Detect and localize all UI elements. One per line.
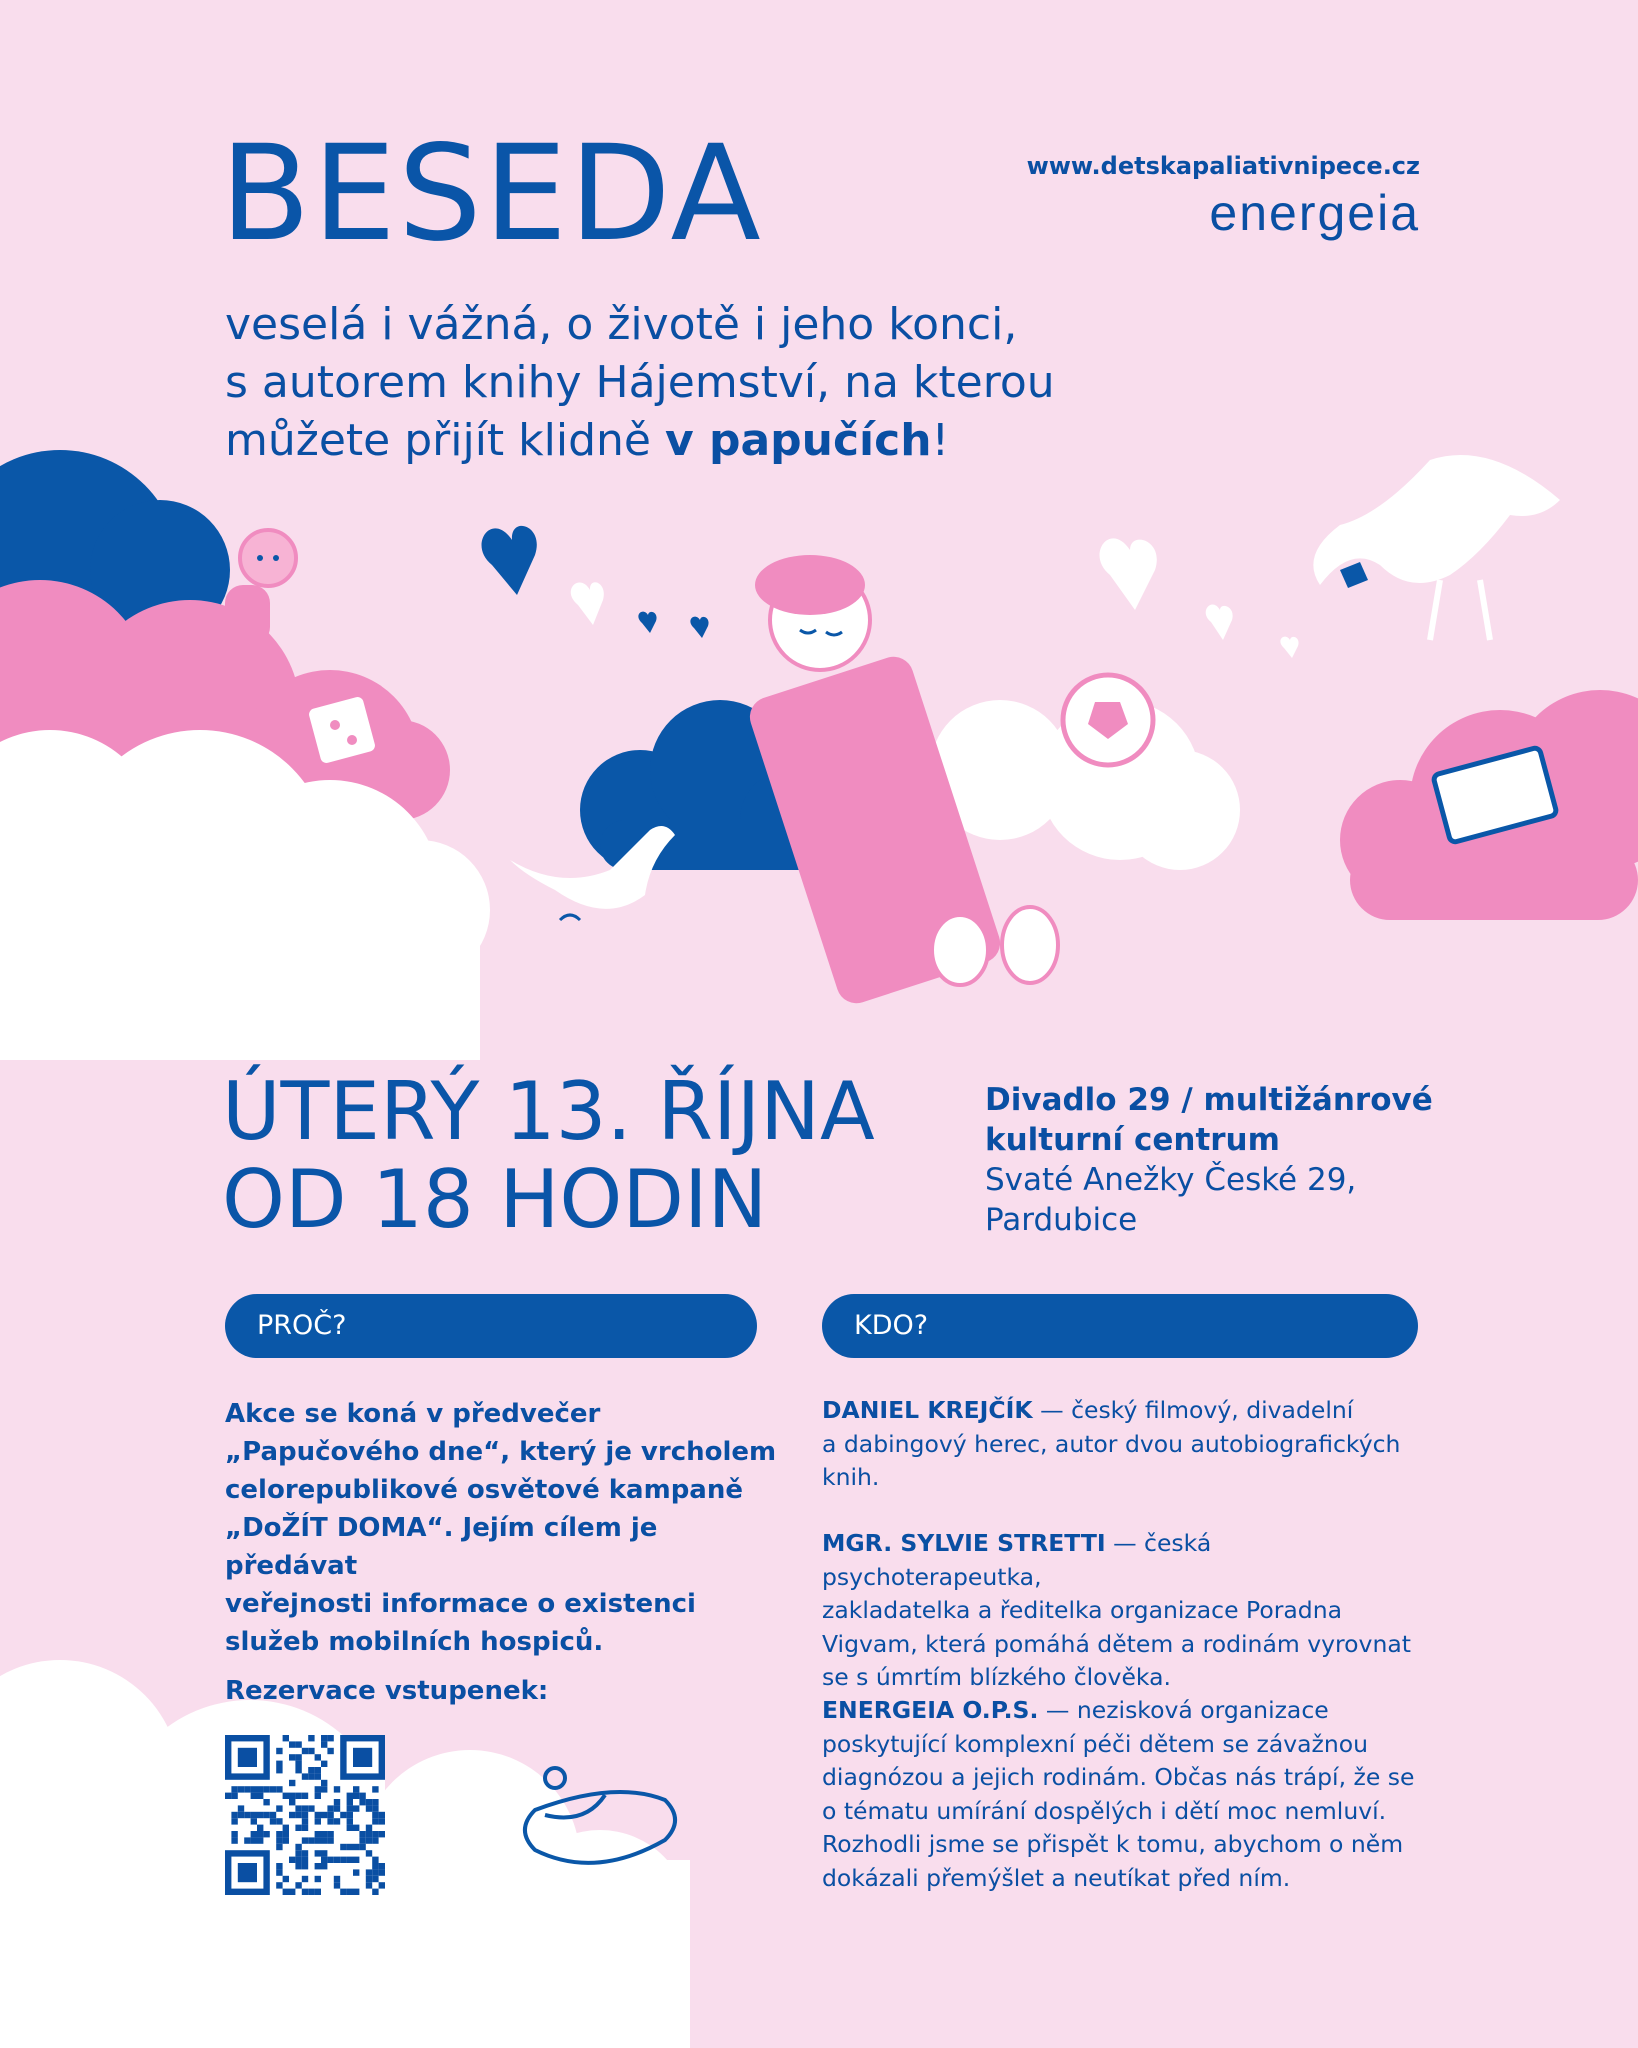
qr-module bbox=[327, 1857, 333, 1863]
qr-module bbox=[276, 1761, 282, 1767]
qr-module bbox=[289, 1799, 295, 1805]
qr-module bbox=[353, 1805, 359, 1811]
subtitle-line-3-post: ! bbox=[931, 415, 950, 466]
qr-module bbox=[372, 1863, 378, 1869]
qr-module bbox=[231, 1831, 237, 1837]
illustration bbox=[0, 440, 1638, 1060]
qr-module bbox=[340, 1857, 346, 1863]
why-heading: PROČ? bbox=[225, 1294, 757, 1358]
qr-module bbox=[257, 1837, 263, 1843]
qr-module bbox=[289, 1857, 295, 1863]
qr-module bbox=[315, 1786, 321, 1792]
qr-module bbox=[347, 1889, 353, 1895]
venue-address-line-2: Pardubice bbox=[985, 1202, 1138, 1238]
qr-module bbox=[295, 1850, 301, 1856]
qr-module bbox=[276, 1818, 282, 1824]
qr-module bbox=[251, 1786, 257, 1792]
qr-module bbox=[283, 1793, 289, 1799]
qr-module bbox=[379, 1882, 385, 1888]
qr-module bbox=[302, 1837, 308, 1843]
qr-module bbox=[321, 1850, 327, 1856]
qr-code[interactable] bbox=[225, 1735, 385, 1895]
qr-module bbox=[276, 1748, 282, 1754]
website-link[interactable]: www.detskapaliativnipece.cz bbox=[1026, 152, 1420, 180]
qr-module bbox=[315, 1767, 321, 1773]
qr-module bbox=[283, 1837, 289, 1843]
who-text: o tématu umírání dospělých i dětí moc nemluví. bbox=[822, 1796, 1387, 1825]
qr-module bbox=[334, 1786, 340, 1792]
qr-module bbox=[263, 1831, 269, 1837]
qr-module bbox=[366, 1837, 372, 1843]
heart-icon bbox=[482, 526, 1299, 658]
qr-module bbox=[283, 1825, 289, 1831]
qr-module bbox=[366, 1876, 372, 1882]
qr-module bbox=[379, 1863, 385, 1869]
qr-module bbox=[327, 1805, 333, 1811]
qr-module bbox=[353, 1844, 359, 1850]
qr-module bbox=[257, 1831, 263, 1837]
qr-module bbox=[379, 1812, 385, 1818]
bottom-illustration bbox=[0, 1660, 800, 2048]
qr-module bbox=[251, 1818, 257, 1824]
qr-module bbox=[372, 1837, 378, 1843]
qr-module bbox=[308, 1735, 314, 1741]
qr-module bbox=[359, 1793, 365, 1799]
qr-module bbox=[276, 1831, 282, 1837]
qr-module bbox=[302, 1773, 308, 1779]
qr-module bbox=[372, 1812, 378, 1818]
qr-module bbox=[231, 1786, 237, 1792]
qr-module bbox=[353, 1786, 359, 1792]
qr-module bbox=[295, 1863, 301, 1869]
qr-module bbox=[315, 1863, 321, 1869]
subtitle-line-2: s autorem knihy Hájemství, na kterou bbox=[225, 357, 1055, 408]
qr-module bbox=[366, 1805, 372, 1811]
who-text: poskytující komplexní péči dětem se závažnou bbox=[822, 1729, 1369, 1758]
qr-module bbox=[308, 1837, 314, 1843]
qr-module bbox=[231, 1812, 237, 1818]
qr-module bbox=[315, 1812, 321, 1818]
qr-module bbox=[334, 1799, 340, 1805]
qr-module bbox=[263, 1786, 269, 1792]
qr-module bbox=[283, 1876, 289, 1882]
qr-module bbox=[379, 1818, 385, 1824]
qr-module bbox=[302, 1863, 308, 1869]
qr-module bbox=[321, 1780, 327, 1786]
qr-module bbox=[231, 1793, 237, 1799]
qr-module bbox=[276, 1837, 282, 1843]
venue-name-line-1: Divadlo 29 / multižánrové bbox=[985, 1082, 1433, 1118]
event-date bbox=[222, 1065, 875, 1246]
qr-module bbox=[315, 1831, 321, 1837]
qr-module bbox=[347, 1793, 353, 1799]
qr-module bbox=[347, 1812, 353, 1818]
qr-module bbox=[238, 1805, 244, 1811]
event-date-line-1: ÚTERÝ 13. ŘÍJNA bbox=[222, 1065, 875, 1158]
qr-module bbox=[276, 1882, 282, 1888]
qr-module bbox=[251, 1837, 257, 1843]
who-entry-krejcik bbox=[822, 1394, 1432, 1495]
who-text: zakladatelka a ředitelka organizace Poradna bbox=[822, 1596, 1342, 1624]
qr-module bbox=[289, 1812, 295, 1818]
ball-icon bbox=[1063, 675, 1153, 765]
qr-module bbox=[353, 1793, 359, 1799]
qr-module bbox=[257, 1793, 263, 1799]
qr-module bbox=[321, 1761, 327, 1767]
qr-module bbox=[372, 1889, 378, 1895]
qr-module bbox=[334, 1818, 340, 1824]
qr-module bbox=[366, 1850, 372, 1856]
qr-module bbox=[289, 1889, 295, 1895]
qr-module bbox=[359, 1831, 365, 1837]
qr-module bbox=[283, 1889, 289, 1895]
qr-module bbox=[257, 1825, 263, 1831]
qr-module bbox=[334, 1805, 340, 1811]
qr-module bbox=[321, 1786, 327, 1792]
qr-module bbox=[270, 1818, 276, 1824]
qr-module bbox=[302, 1812, 308, 1818]
qr-module bbox=[366, 1831, 372, 1837]
qr-module bbox=[295, 1761, 301, 1767]
qr-module bbox=[353, 1825, 359, 1831]
qr-module bbox=[231, 1818, 237, 1824]
brand-logo: energeia bbox=[1209, 185, 1420, 241]
qr-module bbox=[334, 1876, 340, 1882]
qr-module bbox=[372, 1799, 378, 1805]
qr-module bbox=[302, 1825, 308, 1831]
qr-module bbox=[327, 1735, 333, 1741]
who-text: Vigvam, která pomáhá dětem a rodinám vyrovnat bbox=[822, 1629, 1411, 1658]
who-text: diagnózou a jejich rodinám. Občas nás trápí, že se bbox=[822, 1763, 1415, 1791]
qr-module bbox=[315, 1837, 321, 1843]
why-line: veřejnosti informace o existenci bbox=[225, 1589, 696, 1619]
who-text: a dabingový herec, autor dvou autobiografických bbox=[822, 1429, 1401, 1458]
qr-module bbox=[302, 1857, 308, 1863]
qr-module bbox=[295, 1844, 301, 1850]
qr-module bbox=[225, 1793, 231, 1799]
qr-module bbox=[295, 1754, 301, 1760]
qr-module bbox=[308, 1773, 314, 1779]
qr-module bbox=[321, 1812, 327, 1818]
qr-module bbox=[251, 1812, 257, 1818]
qr-module bbox=[366, 1882, 372, 1888]
subtitle-emphasis: v papučích bbox=[664, 415, 932, 466]
qr-module bbox=[295, 1793, 301, 1799]
qr-module bbox=[302, 1748, 308, 1754]
qr-module bbox=[302, 1805, 308, 1811]
event-venue bbox=[985, 1080, 1455, 1240]
qr-module bbox=[244, 1837, 250, 1843]
qr-module bbox=[289, 1741, 295, 1747]
qr-module bbox=[295, 1825, 301, 1831]
why-line: služeb mobilních hospiců. bbox=[225, 1627, 604, 1657]
qr-module bbox=[327, 1837, 333, 1843]
qr-module bbox=[372, 1786, 378, 1792]
qr-module bbox=[321, 1863, 327, 1869]
qr-module bbox=[270, 1812, 276, 1818]
qr-module bbox=[238, 1812, 244, 1818]
qr-module bbox=[308, 1889, 314, 1895]
qr-module bbox=[257, 1786, 263, 1792]
qr-module bbox=[327, 1812, 333, 1818]
qr-module bbox=[366, 1869, 372, 1875]
bird-icon bbox=[1313, 455, 1560, 640]
qr-module bbox=[276, 1805, 282, 1811]
cloud-icon bbox=[1340, 690, 1638, 920]
qr-module bbox=[347, 1857, 353, 1863]
subtitle-line-1: veselá i vážná, o životě i jeho konci, bbox=[225, 299, 1018, 350]
qr-module bbox=[251, 1793, 257, 1799]
qr-module bbox=[302, 1876, 308, 1882]
who-name: DANIEL KREJČÍK bbox=[822, 1396, 1033, 1424]
qr-module bbox=[276, 1863, 282, 1869]
who-text: — nezisková organizace bbox=[1038, 1696, 1329, 1724]
dice-icon bbox=[305, 693, 378, 766]
qr-module bbox=[334, 1857, 340, 1863]
qr-module bbox=[231, 1837, 237, 1843]
qr-module bbox=[327, 1818, 333, 1824]
qr-module bbox=[366, 1825, 372, 1831]
qr-module bbox=[302, 1793, 308, 1799]
qr-module bbox=[295, 1767, 301, 1773]
qr-module bbox=[366, 1799, 372, 1805]
qr-module bbox=[244, 1812, 250, 1818]
qr-module bbox=[321, 1837, 327, 1843]
qr-module bbox=[308, 1748, 314, 1754]
qr-module bbox=[379, 1869, 385, 1875]
qr-module bbox=[359, 1799, 365, 1805]
qr-module bbox=[276, 1844, 282, 1850]
qr-module bbox=[315, 1818, 321, 1824]
venue-address-line-1: Svaté Anežky České 29, bbox=[985, 1162, 1357, 1198]
who-text: — český filmový, divadelní bbox=[1032, 1396, 1354, 1424]
qr-module bbox=[238, 1786, 244, 1792]
teddy-icon bbox=[225, 530, 296, 645]
qr-module bbox=[372, 1869, 378, 1875]
qr-module bbox=[321, 1857, 327, 1863]
qr-module bbox=[295, 1812, 301, 1818]
qr-module bbox=[353, 1889, 359, 1895]
qr-module bbox=[321, 1735, 327, 1741]
qr-module bbox=[315, 1876, 321, 1882]
qr-module bbox=[315, 1773, 321, 1779]
qr-module bbox=[353, 1857, 359, 1863]
qr-module bbox=[270, 1786, 276, 1792]
qr-module bbox=[263, 1799, 269, 1805]
qr-module bbox=[340, 1812, 346, 1818]
qr-module bbox=[289, 1754, 295, 1760]
qr-module bbox=[372, 1818, 378, 1824]
qr-module bbox=[295, 1805, 301, 1811]
why-description bbox=[225, 1395, 785, 1661]
who-text: — česká psychoterapeutka, bbox=[822, 1529, 1212, 1591]
why-line: Akce se koná v předvečer bbox=[225, 1399, 601, 1429]
qr-module bbox=[327, 1831, 333, 1837]
who-text: knih. bbox=[822, 1463, 880, 1491]
qr-module bbox=[359, 1844, 365, 1850]
qr-module bbox=[295, 1741, 301, 1747]
qr-module bbox=[359, 1837, 365, 1843]
why-line: „DoŽÍT DOMA“. Jejím cílem je předávat bbox=[225, 1513, 658, 1581]
who-entry-energeia bbox=[822, 1694, 1432, 1895]
reservation-label: Rezervace vstupenek: bbox=[225, 1676, 549, 1706]
qr-module bbox=[347, 1844, 353, 1850]
qr-module bbox=[347, 1805, 353, 1811]
qr-module bbox=[251, 1831, 257, 1837]
qr-module bbox=[340, 1889, 346, 1895]
qr-module bbox=[340, 1844, 346, 1850]
qr-module bbox=[308, 1805, 314, 1811]
qr-module bbox=[308, 1767, 314, 1773]
qr-module bbox=[327, 1748, 333, 1754]
qr-module bbox=[334, 1882, 340, 1888]
qr-module bbox=[347, 1825, 353, 1831]
qr-module bbox=[289, 1793, 295, 1799]
qr-module bbox=[372, 1805, 378, 1811]
qr-module bbox=[372, 1876, 378, 1882]
qr-module bbox=[302, 1889, 308, 1895]
qr-module bbox=[289, 1780, 295, 1786]
qr-module bbox=[295, 1882, 301, 1888]
who-name: MGR. SYLVIE STRETTI bbox=[822, 1529, 1106, 1557]
event-date-line-2: OD 18 HODIN bbox=[222, 1153, 768, 1246]
who-heading: KDO? bbox=[822, 1294, 1418, 1358]
qr-module bbox=[276, 1786, 282, 1792]
who-text: se s úmrtím blízkého člověka. bbox=[822, 1663, 1171, 1691]
qr-module bbox=[263, 1812, 269, 1818]
qr-module bbox=[315, 1754, 321, 1760]
qr-module bbox=[347, 1799, 353, 1805]
qr-module bbox=[321, 1741, 327, 1747]
qr-module bbox=[257, 1812, 263, 1818]
qr-module bbox=[321, 1831, 327, 1837]
qr-module bbox=[315, 1850, 321, 1856]
who-name: ENERGEIA O.P.S. bbox=[822, 1696, 1039, 1724]
qr-module bbox=[347, 1818, 353, 1824]
qr-module bbox=[276, 1767, 282, 1773]
who-text: dokázali přemýšlet a neutíkat před ním. bbox=[822, 1863, 1291, 1892]
qr-module bbox=[372, 1857, 378, 1863]
qr-module bbox=[372, 1831, 378, 1837]
qr-module bbox=[295, 1857, 301, 1863]
qr-module bbox=[283, 1831, 289, 1837]
qr-module bbox=[302, 1818, 308, 1824]
qr-module bbox=[315, 1793, 321, 1799]
venue-name-line-2: kulturní centrum bbox=[985, 1122, 1280, 1158]
qr-module bbox=[244, 1786, 250, 1792]
qr-module bbox=[353, 1869, 359, 1875]
who-entry-stretti bbox=[822, 1527, 1432, 1695]
why-line: celorepublikové osvětové kampaně bbox=[225, 1475, 743, 1505]
qr-module bbox=[379, 1831, 385, 1837]
qr-module bbox=[315, 1889, 321, 1895]
who-text: Rozhodli jsme se přispět k tomu, abychom o něm bbox=[822, 1830, 1404, 1858]
why-line: „Papučového dne“, který je vrcholem bbox=[225, 1437, 777, 1467]
qr-module bbox=[302, 1850, 308, 1856]
subtitle-line-3-pre: můžete přijít klidně bbox=[225, 415, 665, 466]
qr-module bbox=[283, 1735, 289, 1741]
page-title: BESEDA bbox=[220, 117, 763, 271]
qr-module bbox=[276, 1869, 282, 1875]
